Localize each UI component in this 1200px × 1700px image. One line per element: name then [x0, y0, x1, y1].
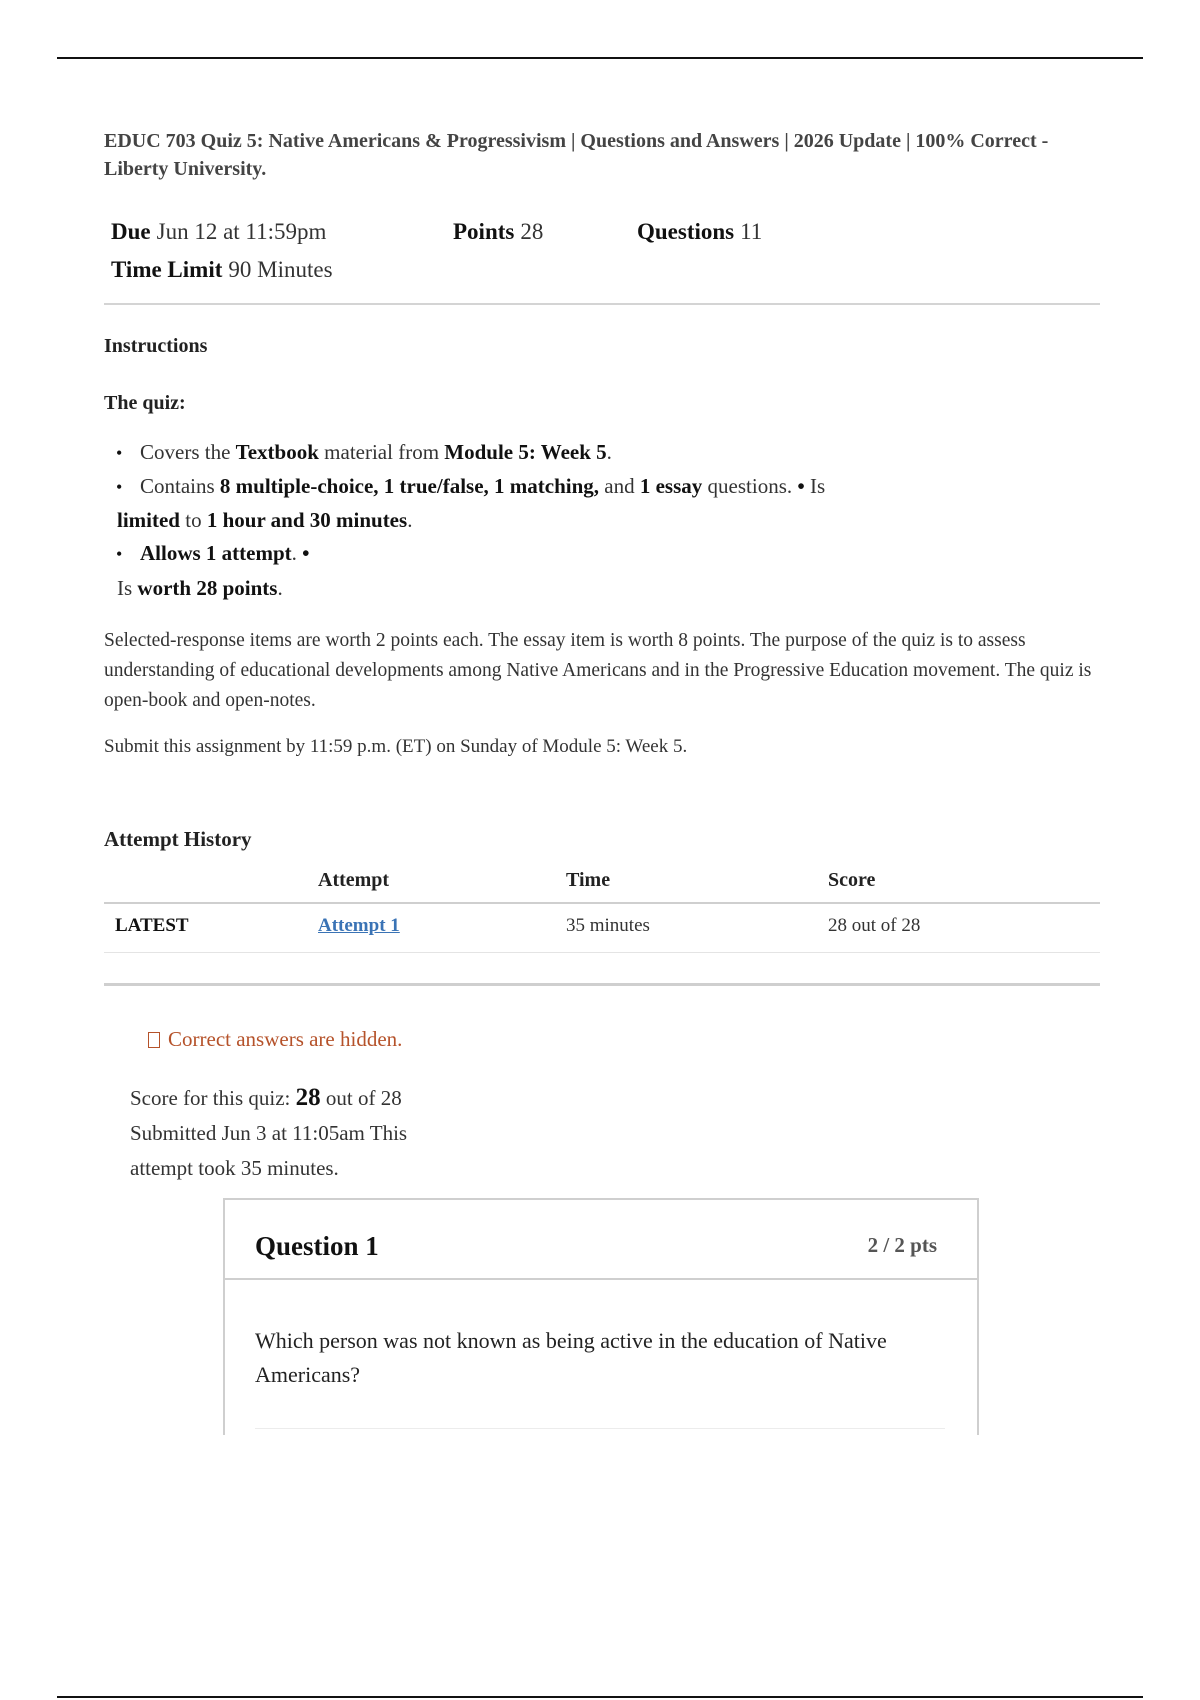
time-limit-value: 90 Minutes — [228, 257, 333, 282]
submit-note: Submit this assignment by 11:59 p.m. (ET) on Sunday of Module 5: Week 5. — [104, 736, 688, 757]
page-top-rule — [57, 57, 1143, 59]
text-fragment: Module 5: Week 5 — [444, 440, 607, 464]
notice-text: Correct answers are hidden. — [168, 1027, 403, 1051]
question-divider — [255, 1428, 945, 1429]
instruction-line-worth — [117, 576, 283, 601]
score-value: 28 — [295, 1084, 321, 1111]
score-line — [130, 1080, 407, 1116]
text-fragment: . — [291, 541, 303, 565]
points-label: Points — [453, 219, 515, 244]
duration-line: attempt took 35 minutes. — [130, 1156, 339, 1180]
quiz-points — [453, 219, 543, 245]
instruction-line-attempt — [116, 541, 310, 566]
text-fragment: 1 hour and 30 minutes — [206, 508, 408, 532]
bullet-icon: • — [116, 544, 123, 564]
quiz-due — [111, 219, 326, 245]
text-fragment: Covers the — [140, 440, 236, 464]
attempt-score: 28 out of 28 — [828, 915, 921, 936]
text-fragment: and — [599, 474, 640, 498]
divider — [104, 983, 1100, 986]
column-header-score: Score — [828, 869, 876, 891]
instructions-heading: Instructions — [104, 335, 208, 357]
questions-value: 11 — [740, 219, 763, 244]
text-fragment: Textbook — [235, 440, 319, 464]
score-prefix: Score for this quiz: — [130, 1086, 296, 1110]
points-value: 28 — [520, 219, 544, 244]
text-fragment: worth 28 points — [137, 576, 278, 600]
quiz-time-limit — [111, 257, 333, 283]
score-summary — [130, 1080, 407, 1186]
bullet-icon: • — [797, 474, 805, 498]
correct-answers-notice — [148, 1027, 402, 1052]
bullet-icon: • — [302, 541, 310, 565]
text-fragment: limited — [117, 508, 180, 532]
question-title: Question 1 — [255, 1231, 379, 1261]
text-fragment: 1 essay — [639, 474, 703, 498]
text-fragment: . — [407, 508, 413, 532]
attempt-time: 35 minutes — [566, 915, 650, 936]
instruction-line-limited — [117, 508, 412, 533]
question-card — [223, 1198, 979, 1435]
bullet-icon: • — [116, 443, 123, 463]
quiz-questions — [637, 219, 762, 245]
question-header — [225, 1200, 977, 1280]
time-limit-label: Time Limit — [111, 257, 223, 282]
attempt-1-link[interactable]: Attempt 1 — [318, 915, 400, 936]
text-fragment: Is — [117, 576, 138, 600]
quiz-subheading: The quiz: — [104, 392, 186, 414]
text-fragment: . — [277, 576, 283, 600]
due-value: Jun 12 at 11:59pm — [156, 219, 327, 244]
table-header-rule — [104, 902, 1100, 904]
row-label-latest: LATEST — [115, 915, 189, 936]
divider — [104, 303, 1100, 305]
due-label: Due — [111, 219, 151, 244]
page-bottom-rule — [57, 1696, 1143, 1698]
info-box-icon — [148, 1032, 160, 1048]
text-fragment: . — [606, 440, 612, 464]
questions-label: Questions — [637, 219, 735, 244]
text-fragment: Contains — [140, 474, 220, 498]
text-fragment: 8 multiple-choice, 1 true/false, 1 matching, — [219, 474, 600, 498]
document-title: EDUC 703 Quiz 5: Native Americans & Progressivism | Questions and Answers | 2026 Update | 100% Correct - Liberty University. — [104, 130, 1049, 180]
text-fragment: Is — [804, 474, 826, 498]
bullet-icon: • — [116, 477, 123, 497]
submitted-line: Submitted Jun 3 at 11:05am This — [130, 1121, 408, 1145]
instructions-paragraph: Selected-response items are worth 2 points each. The essay item is worth 8 points. The purpose of the quiz is to assess understanding of educational developments among Native Americans and in the Progressive Education movement. The quiz is open-book and open-notes. — [104, 630, 1092, 711]
column-header-time: Time — [566, 869, 611, 891]
text-fragment: to — [180, 508, 207, 532]
instruction-line-textbook — [116, 440, 612, 465]
question-text: Which person was not known as being active in the education of Native Americans? — [255, 1328, 887, 1387]
text-fragment: questions. — [702, 474, 798, 498]
attempt-history-heading: Attempt History — [104, 827, 252, 851]
question-points: 2 / 2 pts — [867, 1233, 937, 1257]
score-suffix: out of 28 — [320, 1086, 402, 1110]
instruction-line-contains — [116, 474, 825, 499]
column-header-attempt: Attempt — [318, 869, 390, 891]
text-fragment: Allows 1 attempt — [140, 541, 292, 565]
text-fragment: material from — [318, 440, 445, 464]
table-row-rule — [104, 952, 1100, 953]
